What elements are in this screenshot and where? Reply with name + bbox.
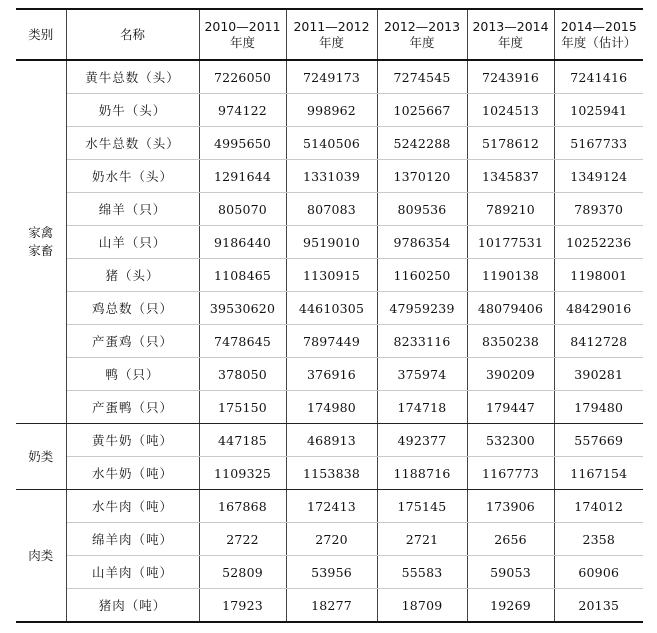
value-cell: 375974 <box>377 358 467 391</box>
value-cell: 4995650 <box>199 127 286 160</box>
value-cell: 1345837 <box>467 160 554 193</box>
category-cell: 肉类 <box>16 490 66 623</box>
value-cell: 2722 <box>199 523 286 556</box>
value-cell: 2358 <box>554 523 643 556</box>
value-cell: 174980 <box>286 391 377 424</box>
value-cell: 492377 <box>377 424 467 457</box>
table-row <box>16 292 643 325</box>
value-cell: 2721 <box>377 523 467 556</box>
livestock-table-container <box>16 8 643 623</box>
value-cell: 179480 <box>554 391 643 424</box>
item-name-cell: 水牛总数（头） <box>66 127 199 160</box>
value-cell: 1153838 <box>286 457 377 490</box>
item-name-cell: 山羊（只） <box>66 226 199 259</box>
value-cell: 53956 <box>286 556 377 589</box>
year-header: 2013—2014 年度 <box>467 9 554 60</box>
value-cell: 52809 <box>199 556 286 589</box>
value-cell: 175150 <box>199 391 286 424</box>
value-cell: 1130915 <box>286 259 377 292</box>
value-cell: 179447 <box>467 391 554 424</box>
value-cell: 1108465 <box>199 259 286 292</box>
table-row <box>16 325 643 358</box>
table-row <box>16 259 643 292</box>
value-cell: 789210 <box>467 193 554 226</box>
value-cell: 5242288 <box>377 127 467 160</box>
value-cell: 390281 <box>554 358 643 391</box>
value-cell: 174012 <box>554 490 643 523</box>
item-name-cell: 产蛋鸭（只） <box>66 391 199 424</box>
table-body <box>16 60 643 622</box>
value-cell: 1198001 <box>554 259 643 292</box>
table-row <box>16 226 643 259</box>
year-header: 2010—2011 年度 <box>199 9 286 60</box>
value-cell: 5167733 <box>554 127 643 160</box>
value-cell: 805070 <box>199 193 286 226</box>
header-row <box>16 9 643 60</box>
value-cell: 376916 <box>286 358 377 391</box>
value-cell: 47959239 <box>377 292 467 325</box>
value-cell: 55583 <box>377 556 467 589</box>
value-cell: 60906 <box>554 556 643 589</box>
item-name-cell: 奶牛（头） <box>66 94 199 127</box>
value-cell: 378050 <box>199 358 286 391</box>
value-cell: 1109325 <box>199 457 286 490</box>
value-cell: 998962 <box>286 94 377 127</box>
value-cell: 557669 <box>554 424 643 457</box>
item-name-cell: 黄牛奶（吨） <box>66 424 199 457</box>
value-cell: 172413 <box>286 490 377 523</box>
value-cell: 1160250 <box>377 259 467 292</box>
value-cell: 174718 <box>377 391 467 424</box>
item-name-cell: 产蛋鸡（只） <box>66 325 199 358</box>
value-cell: 1025667 <box>377 94 467 127</box>
year-header: 2012—2013 年度 <box>377 9 467 60</box>
value-cell: 1291644 <box>199 160 286 193</box>
table-row <box>16 523 643 556</box>
value-cell: 5178612 <box>467 127 554 160</box>
value-cell: 10252236 <box>554 226 643 259</box>
value-cell: 7241416 <box>554 60 643 94</box>
item-name-cell: 鸡总数（只） <box>66 292 199 325</box>
value-cell: 44610305 <box>286 292 377 325</box>
value-cell: 1370120 <box>377 160 467 193</box>
value-cell: 7478645 <box>199 325 286 358</box>
value-cell: 173906 <box>467 490 554 523</box>
category-cell: 奶类 <box>16 424 66 490</box>
value-cell: 5140506 <box>286 127 377 160</box>
value-cell: 18277 <box>286 589 377 623</box>
item-name-cell: 山羊肉（吨） <box>66 556 199 589</box>
value-cell: 175145 <box>377 490 467 523</box>
value-cell: 17923 <box>199 589 286 623</box>
year-header: 2011—2012 年度 <box>286 9 377 60</box>
value-cell: 1167773 <box>467 457 554 490</box>
item-name-cell: 鸭（只） <box>66 358 199 391</box>
table-row <box>16 193 643 226</box>
item-name-cell: 水牛奶（吨） <box>66 457 199 490</box>
livestock-statistics-table <box>16 8 643 623</box>
value-cell: 20135 <box>554 589 643 623</box>
value-cell: 974122 <box>199 94 286 127</box>
item-name-cell: 猪肉（吨） <box>66 589 199 623</box>
year-header: 2014—2015 年度（估计） <box>554 9 643 60</box>
value-cell: 1024513 <box>467 94 554 127</box>
value-cell: 39530620 <box>199 292 286 325</box>
category-cell: 家禽 家畜 <box>16 60 66 424</box>
table-row <box>16 160 643 193</box>
value-cell: 468913 <box>286 424 377 457</box>
value-cell: 1190138 <box>467 259 554 292</box>
value-cell: 532300 <box>467 424 554 457</box>
value-cell: 8350238 <box>467 325 554 358</box>
value-cell: 48079406 <box>467 292 554 325</box>
value-cell: 8233116 <box>377 325 467 358</box>
value-cell: 7274545 <box>377 60 467 94</box>
value-cell: 9186440 <box>199 226 286 259</box>
value-cell: 1167154 <box>554 457 643 490</box>
value-cell: 809536 <box>377 193 467 226</box>
table-row <box>16 391 643 424</box>
value-cell: 7897449 <box>286 325 377 358</box>
value-cell: 1025941 <box>554 94 643 127</box>
value-cell: 789370 <box>554 193 643 226</box>
value-cell: 8412728 <box>554 325 643 358</box>
table-row <box>16 589 643 623</box>
value-cell: 807083 <box>286 193 377 226</box>
table-row <box>16 457 643 490</box>
value-cell: 9786354 <box>377 226 467 259</box>
item-name-cell: 奶水牛（头） <box>66 160 199 193</box>
table-row <box>16 60 643 94</box>
value-cell: 1349124 <box>554 160 643 193</box>
table-row <box>16 490 643 523</box>
value-cell: 9519010 <box>286 226 377 259</box>
value-cell: 10177531 <box>467 226 554 259</box>
table-row <box>16 94 643 127</box>
value-cell: 19269 <box>467 589 554 623</box>
value-cell: 7243916 <box>467 60 554 94</box>
value-cell: 2656 <box>467 523 554 556</box>
item-name-cell: 绵羊肉（吨） <box>66 523 199 556</box>
item-name-cell: 猪（头） <box>66 259 199 292</box>
value-cell: 447185 <box>199 424 286 457</box>
item-name-cell: 绵羊（只） <box>66 193 199 226</box>
name-header: 名称 <box>66 9 199 60</box>
value-cell: 48429016 <box>554 292 643 325</box>
value-cell: 1188716 <box>377 457 467 490</box>
value-cell: 390209 <box>467 358 554 391</box>
value-cell: 7226050 <box>199 60 286 94</box>
item-name-cell: 水牛肉（吨） <box>66 490 199 523</box>
table-row <box>16 424 643 457</box>
category-header: 类别 <box>16 9 66 60</box>
value-cell: 59053 <box>467 556 554 589</box>
value-cell: 167868 <box>199 490 286 523</box>
value-cell: 18709 <box>377 589 467 623</box>
value-cell: 2720 <box>286 523 377 556</box>
value-cell: 1331039 <box>286 160 377 193</box>
item-name-cell: 黄牛总数（头） <box>66 60 199 94</box>
table-row <box>16 358 643 391</box>
table-row <box>16 556 643 589</box>
table-row <box>16 127 643 160</box>
value-cell: 7249173 <box>286 60 377 94</box>
